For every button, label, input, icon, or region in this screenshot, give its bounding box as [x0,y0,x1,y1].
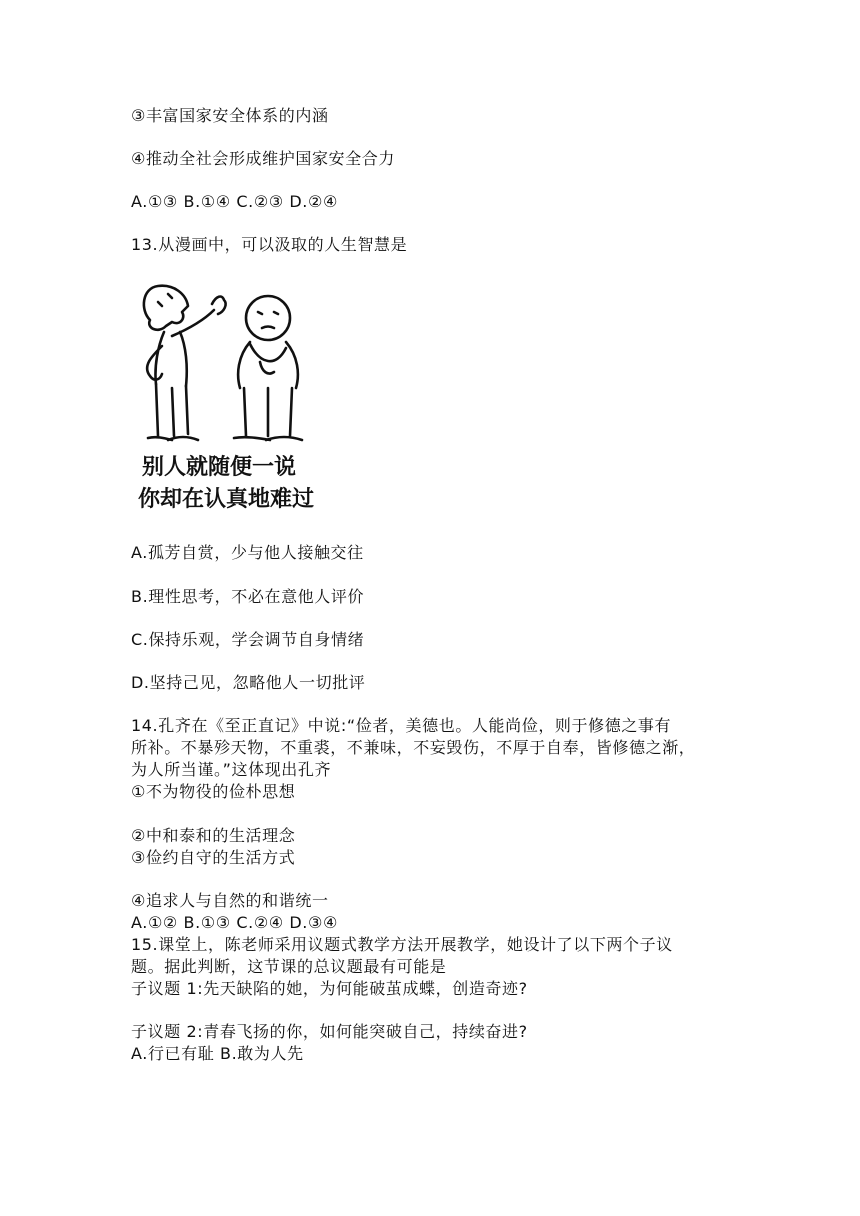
question-14-stem-line2: 所补。不暴殄天物，不重裘，不兼味，不妄毁伤，不厚于自奉，皆修德之渐， [131,738,696,757]
option-4-text: ④推动全社会形成维护国家安全合力 [131,149,395,168]
cartoon-illustration [128,276,340,520]
q14-statement-1: ①不为物役的俭朴思想 [131,782,296,801]
question-15-stem-line1: 15.课堂上，陈老师采用议题式教学方法开展教学，她设计了以下两个子议 [131,935,673,954]
q13-option-d: D.坚持己见，忽略他人一切批评 [131,673,366,692]
q14-statement-2: ②中和泰和的生活理念 [131,826,296,845]
answer-choices-q14: A.①② B.①③ C.②④ D.③④ [131,913,338,932]
answer-choices-q12: A.①③ B.①④ C.②③ D.②④ [131,192,338,211]
cartoon-caption-line2: 你却在认真地难过 [138,487,315,512]
cartoon-caption-line1: 别人就随便一说 [142,455,297,480]
q13-option-c: C.保持乐观，学会调节自身情绪 [131,630,365,649]
question-14-stem-line1: 14.孔齐在《至正直记》中说:“俭者，美德也。人能尚俭，则于修德之事有 [131,716,672,735]
q13-option-a: A.孤芳自赏，少与他人接触交往 [131,543,364,562]
q14-statement-4: ④追求人与自然的和谐统一 [131,891,329,910]
q15-sub-topic-1: 子议题 1:先天缺陷的她，为何能破茧成蝶，创造奇迹? [131,979,528,998]
q15-sub-topic-2: 子议题 2:青春飞扬的你，如何能突破自己，持续奋进? [131,1022,528,1041]
q14-statement-3: ③俭约自守的生活方式 [131,848,296,867]
question-15-stem-line2: 题。据此判断，这节课的总议题最有可能是 [131,957,447,976]
q15-options-ab: A.行已有耻 B.敢为人先 [131,1044,304,1063]
question-14-stem-line3: 为人所当谨。”这体现出孔齐 [131,760,332,779]
question-13-stem: 13.从漫画中，可以汲取的人生智慧是 [131,235,408,254]
q13-option-b: B.理性思考，不必在意他人评价 [131,587,365,606]
option-3-text: ③丰富国家安全体系的内涵 [131,106,329,125]
